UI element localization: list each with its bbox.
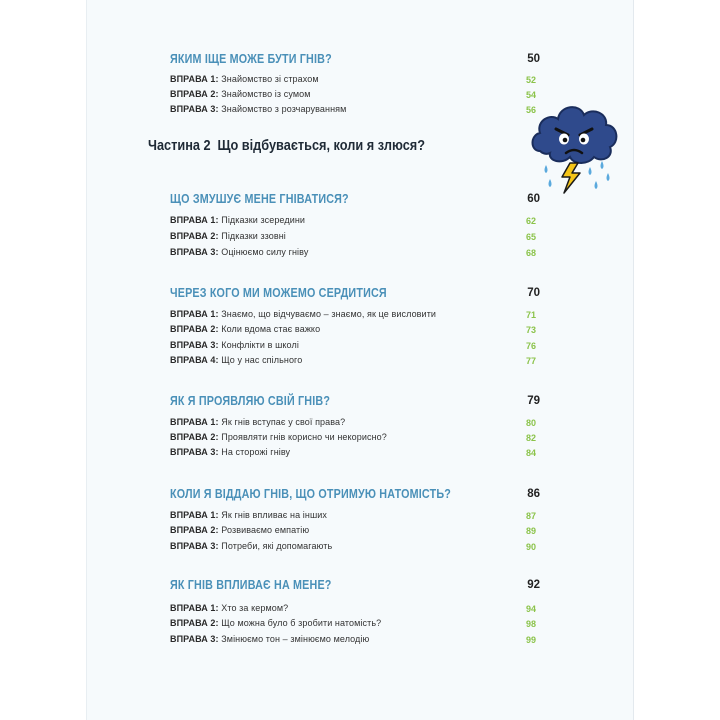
- exercise-entry: [170, 618, 381, 628]
- exercise-title: Коли вдома стає важко: [221, 324, 321, 334]
- exercise-entry: [170, 340, 299, 350]
- exercise-label: ВПРАВА 4:: [170, 355, 219, 365]
- exercise-title: Що у нас спільного: [221, 355, 303, 365]
- exercise-page-number: 71: [525, 310, 536, 320]
- exercise-entry: [170, 231, 286, 241]
- exercise-entry: [170, 104, 346, 114]
- section-title: ЩО ЗМУШУЄ МЕНЕ ГНІВАТИСЯ?: [170, 192, 349, 206]
- exercise-entry: [170, 447, 290, 457]
- exercise-title: Знайомство з розчаруванням: [221, 104, 347, 114]
- exercise-label: ВПРАВА 3:: [170, 634, 219, 644]
- exercise-entry: [170, 324, 320, 334]
- section-page-number: 60: [527, 193, 540, 205]
- exercise-title: Змінюємо тон – змінюємо мелодію: [221, 634, 370, 644]
- exercise-label: ВПРАВА 1:: [170, 510, 219, 520]
- exercise-entry: [170, 432, 387, 442]
- exercise-title: Хто за кермом?: [221, 603, 289, 613]
- exercise-page-number: 84: [525, 448, 536, 458]
- section-page-number: 79: [527, 395, 540, 407]
- exercise-label: ВПРАВА 1:: [170, 417, 219, 427]
- exercise-label: ВПРАВА 1:: [170, 74, 219, 84]
- exercise-entry: [170, 634, 369, 644]
- exercise-page-number: 52: [525, 75, 536, 85]
- part-number: Частина 2: [148, 137, 211, 154]
- exercise-page-number: 76: [525, 341, 536, 351]
- section-title: КОЛИ Я ВІДДАЮ ГНІВ, ЩО ОТРИМУЮ НАТОМІСТЬ?: [170, 487, 451, 501]
- part-heading: [148, 137, 425, 154]
- exercise-entry: [170, 215, 305, 225]
- exercise-page-number: 62: [525, 216, 536, 226]
- exercise-page-number: 65: [525, 232, 536, 242]
- exercise-label: ВПРАВА 1:: [170, 215, 219, 225]
- exercise-title: Конфлікти в школі: [221, 340, 299, 350]
- exercise-title: Підказки ззовні: [221, 231, 286, 241]
- exercise-title: Знайомство із сумом: [221, 89, 311, 99]
- exercise-page-number: 94: [525, 604, 536, 614]
- exercise-page-number: 99: [525, 635, 536, 645]
- exercise-entry: [170, 355, 302, 365]
- exercise-label: ВПРАВА 1:: [170, 309, 219, 319]
- exercise-entry: [170, 417, 345, 427]
- exercise-page-number: 77: [525, 356, 536, 366]
- exercise-title: Як гнів вступає у свої права?: [221, 417, 346, 427]
- exercise-title: Підказки зсередини: [221, 215, 306, 225]
- exercise-title: Знайомство зі страхом: [221, 74, 319, 84]
- exercise-label: ВПРАВА 3:: [170, 104, 219, 114]
- section-title: ЯК Я ПРОЯВЛЯЮ СВІЙ ГНІВ?: [170, 394, 331, 408]
- exercise-entry: [170, 89, 311, 99]
- exercise-title: Оцінюємо силу гніву: [221, 247, 309, 257]
- exercise-title: Знаємо, що відчуваємо – знаємо, як це висловити: [221, 309, 437, 319]
- section-page-number: 86: [527, 488, 540, 500]
- exercise-label: ВПРАВА 2:: [170, 89, 219, 99]
- exercise-page-number: 90: [525, 542, 536, 552]
- exercise-page-number: 89: [525, 526, 536, 536]
- exercise-entry: [170, 541, 332, 551]
- exercise-title: Як гнів впливає на інших: [221, 510, 328, 520]
- exercise-page-number: 73: [525, 325, 536, 335]
- exercise-label: ВПРАВА 3:: [170, 340, 219, 350]
- exercise-title: На сторожі гніву: [221, 447, 291, 457]
- exercise-title: Проявляти гнів корисно чи некорисно?: [221, 432, 387, 442]
- exercise-label: ВПРАВА 2:: [170, 324, 219, 334]
- exercise-title: Розвиваємо емпатію: [221, 525, 310, 535]
- exercise-entry: [170, 510, 327, 520]
- section-title: ЯКИМ ІЩЕ МОЖЕ БУТИ ГНІВ?: [170, 52, 332, 66]
- exercise-title: Потреби, які допомагають: [221, 541, 333, 551]
- exercise-label: ВПРАВА 2:: [170, 432, 219, 442]
- exercise-entry: [170, 309, 436, 319]
- section-title: ЯК ГНІВ ВПЛИВАЄ НА МЕНЕ?: [170, 578, 332, 592]
- exercise-page-number: 82: [525, 433, 536, 443]
- exercise-entry: [170, 525, 309, 535]
- exercise-entry: [170, 603, 288, 613]
- exercise-label: ВПРАВА 2:: [170, 231, 219, 241]
- exercise-entry: [170, 247, 308, 257]
- exercise-entry: [170, 74, 319, 84]
- section-page-number: 70: [527, 287, 540, 299]
- exercise-page-number: 87: [525, 511, 536, 521]
- exercise-label: ВПРАВА 3:: [170, 541, 219, 551]
- exercise-page-number: 54: [525, 90, 536, 100]
- exercise-page-number: 80: [525, 418, 536, 428]
- exercise-title: Що можна було б зробити натомість?: [221, 618, 382, 628]
- angry-storm-cloud-icon: [526, 95, 626, 200]
- exercise-page-number: 98: [525, 619, 536, 629]
- exercise-page-number: 56: [525, 105, 536, 115]
- exercise-label: ВПРАВА 3:: [170, 247, 219, 257]
- exercise-label: ВПРАВА 1:: [170, 603, 219, 613]
- exercise-label: ВПРАВА 3:: [170, 447, 219, 457]
- part-title: Що відбувається, коли я злюся?: [217, 137, 426, 154]
- section-title: ЧЕРЕЗ КОГО МИ МОЖЕМО СЕРДИТИСЯ: [170, 286, 387, 300]
- exercise-label: ВПРАВА 2:: [170, 525, 219, 535]
- section-page-number: 92: [527, 579, 540, 591]
- exercise-page-number: 68: [525, 248, 536, 258]
- exercise-label: ВПРАВА 2:: [170, 618, 219, 628]
- section-page-number: 50: [527, 53, 540, 65]
